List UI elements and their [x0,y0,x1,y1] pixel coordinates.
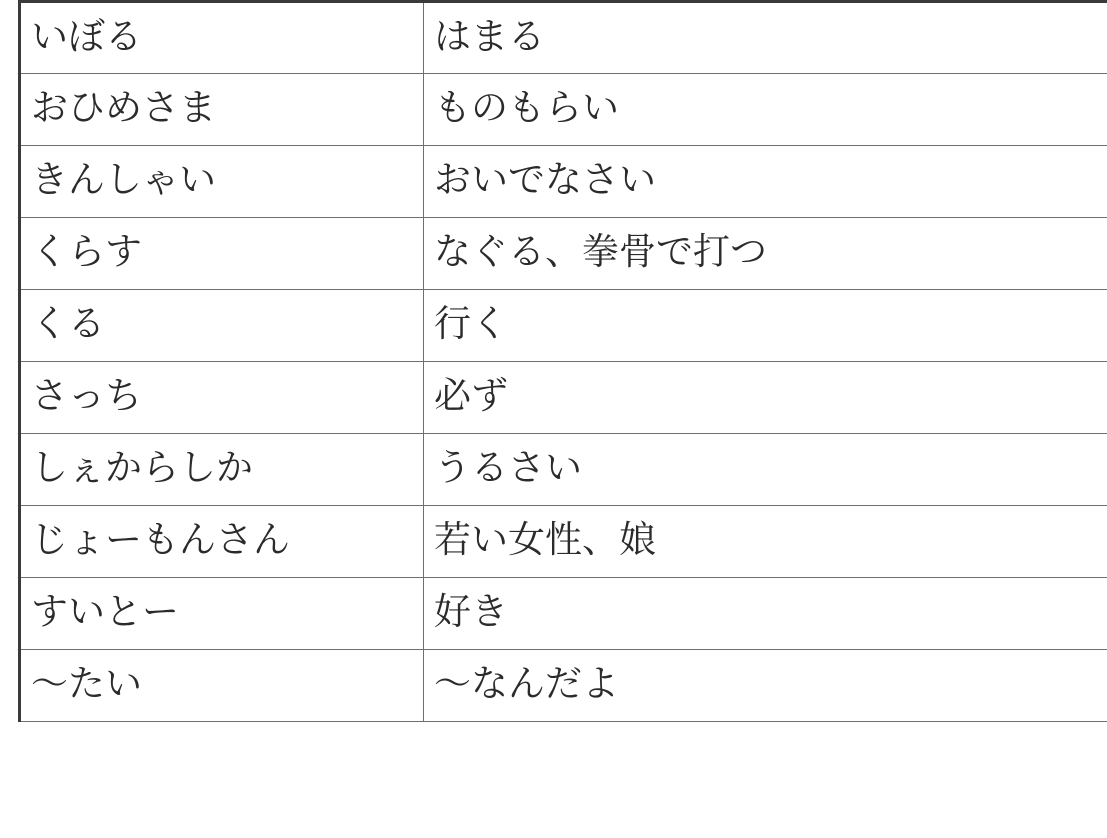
table-row [20,218,1107,290]
dialect-cell: きんしゃい [20,146,424,218]
table-row [20,506,1107,578]
table-body [20,2,1107,722]
dialect-cell: じょーもんさん [20,506,424,578]
dialect-cell: すいとー [20,578,424,650]
standard-cell: ものもらい [424,74,1107,146]
dialect-cell: いぼる [20,2,424,74]
table-row [20,2,1107,74]
standard-cell: なぐる、拳骨で打つ [424,218,1107,290]
dialect-cell: くる [20,290,424,362]
dialect-cell: さっち [20,362,424,434]
standard-cell: おいでなさい [424,146,1107,218]
dialect-cell: くらす [20,218,424,290]
standard-cell: 好き [424,578,1107,650]
dialect-cell: おひめさま [20,74,424,146]
standard-cell: 若い女性、娘 [424,506,1107,578]
table-row [20,290,1107,362]
standard-cell: はまる [424,2,1107,74]
standard-cell: うるさい [424,434,1107,506]
table-row [20,146,1107,218]
dialect-cell: 〜たい [20,650,424,722]
table-row [20,650,1107,722]
table-row [20,578,1107,650]
dialect-cell: しぇからしか [20,434,424,506]
standard-cell: 行く [424,290,1107,362]
table-row [20,74,1107,146]
table-row [20,362,1107,434]
standard-cell: 必ず [424,362,1107,434]
vocabulary-table [18,0,1107,722]
standard-cell: 〜なんだよ [424,650,1107,722]
table-row [20,434,1107,506]
